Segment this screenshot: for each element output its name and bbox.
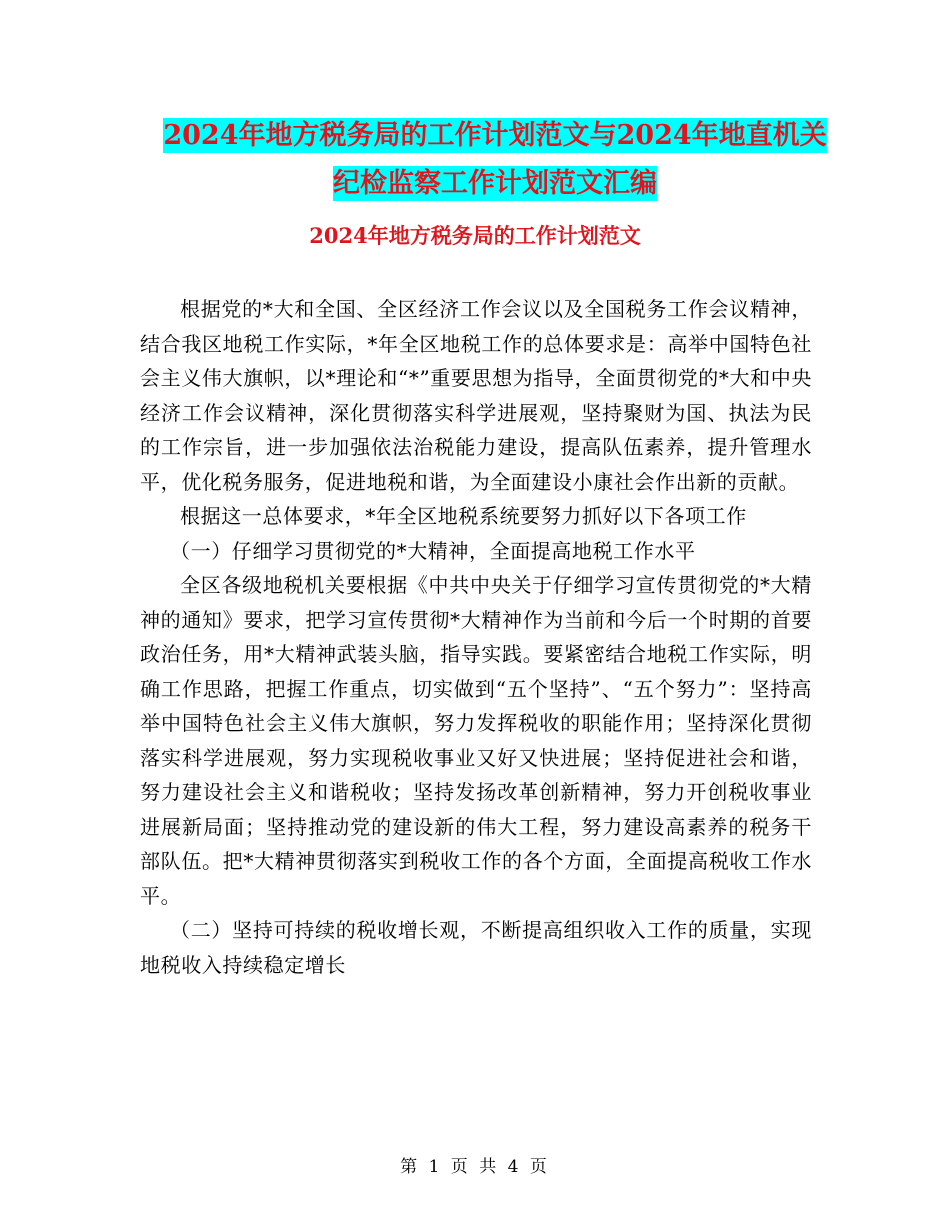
paragraph-requirement: 根据这一总体要求，*年全区地税系统要努力抓好以下各项工作 (180, 504, 747, 528)
page-number-footer: 第 1 页 共 4 页 (400, 1157, 550, 1177)
paragraph-heading-2: （二）坚持可持续的税收增长观，不断提高组织收入工作的质量，实现地税收入持续稳定增长 (140, 918, 812, 977)
paragraph-detail: 全区各级地税机关要根据《中共中央关于仔细学习宣传贯彻党的*大精神的通知》要求，把学习宣传贯彻*大精神作为当前和今后一个时期的首要政治任务，用*大精神武装头脑，指导实践。要紧密结合地税工作实际，明确工作思路，把握工作重点，切实做到“五个坚持”、“五个努力”：坚持高举中国特色社会主义伟大旗帜，努力发挥税收的职能作用；坚持深化贯彻落实科学进展观，努力实现税收事业又好又快进展；坚持促进社会和谐，努力建设社会主义和谐税收；坚持发扬改革创新精神，努力开创税收事业进展新局面；坚持推动党的建设新的伟大工程，努力建设高素养的税务干部队伍。把*大精神贯彻落实到税收工作的各个方面，全面提高税收工作水平。 (140, 573, 812, 908)
document-title (140, 112, 850, 208)
document-title-line-2: 纪检监察工作计划范文汇编 (333, 168, 657, 199)
document-body (140, 292, 812, 982)
paragraph-heading-1: （一）仔细学习贯彻党的*大精神，全面提高地税工作水平 (170, 538, 696, 563)
document-title-line-1: 2024年地方税务局的工作计划范文与2024年地直机关 (163, 120, 827, 151)
paragraph-intro: 根据党的*大和全国、全区经济工作会议以及全国税务工作会议精神，结合我区地税工作实际，*年全区地税工作的总体要求是：高举中国特色社会主义伟大旗帜，以*理论和“*”重要思想为指导，全面贯彻党的*大和中央经济工作会议精神，深化贯彻落实科学进展观，坚持聚财为国、执法为民的工作宗旨，进一步加强依法治税能力建设，提高队伍素养，提升管理水平，优化税务服务，促进地税和谐，为全面建设小康社会作出新的贡献。 (140, 297, 812, 494)
section-title: 2024年地方税务局的工作计划范文 (309, 223, 641, 248)
